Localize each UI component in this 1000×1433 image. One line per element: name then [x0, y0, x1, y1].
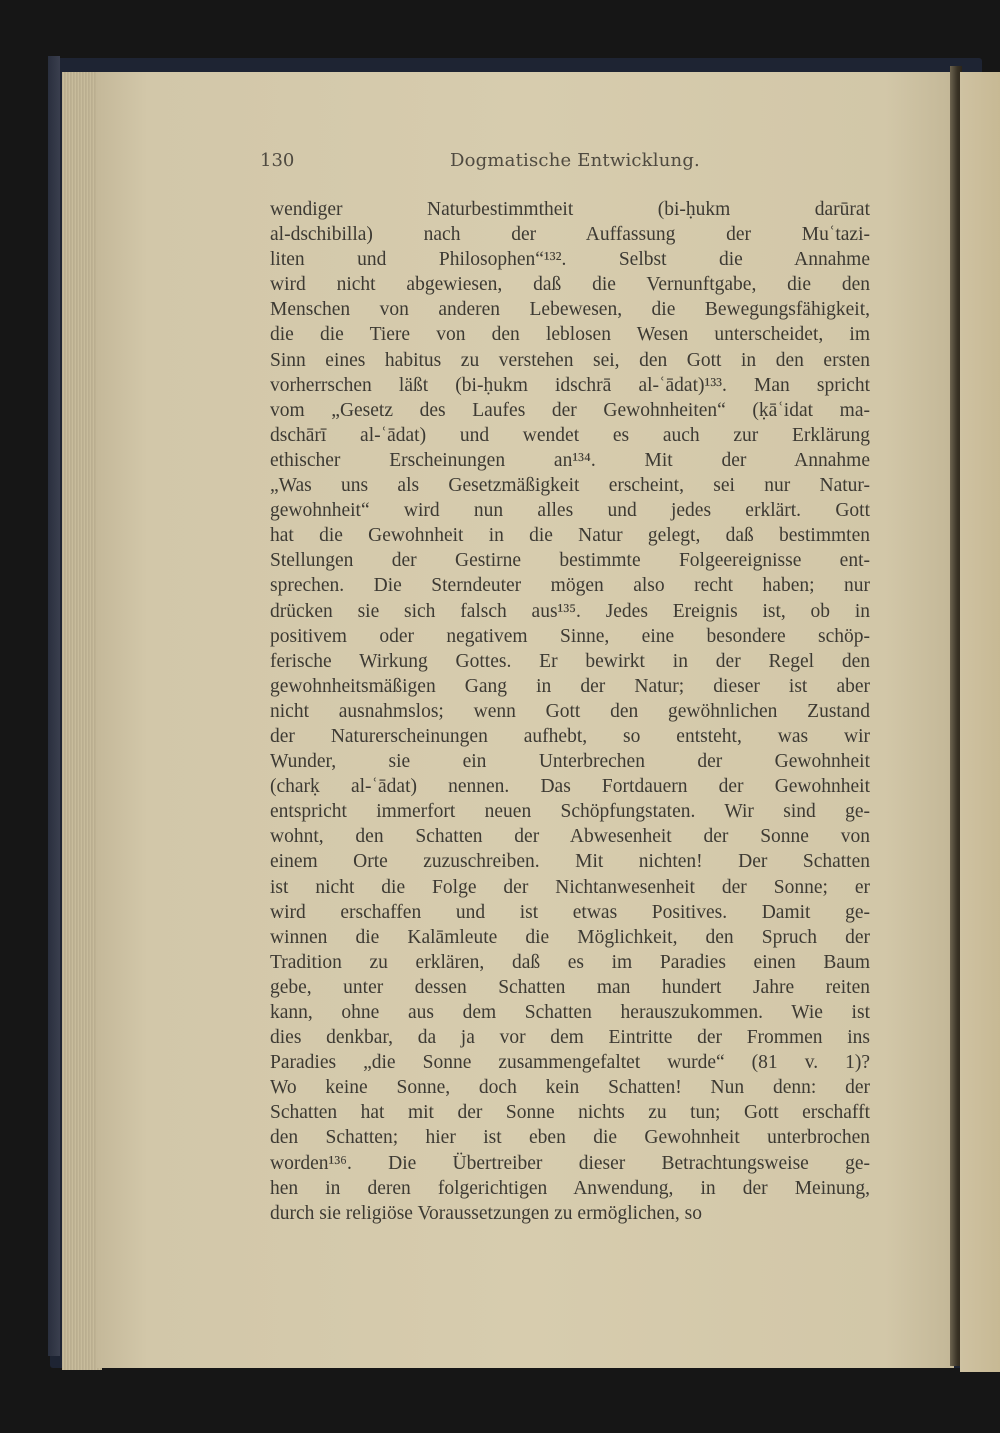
text-line: wendiger Naturbestimmtheit (bi-ḥukm darūrat	[270, 199, 870, 220]
text-line: ferische Wirkung Gottes. Er bewirkt in der Regel den	[270, 650, 870, 672]
text-line: gewohnheit“ wird nun alles und jedes erklärt. Gott	[270, 500, 870, 522]
page-number: 130	[260, 150, 295, 171]
text-line: dschārī al-ʿādat) und wendet es auch zur Erklärung	[270, 424, 870, 446]
cover-edge	[48, 56, 60, 1356]
text-line: die die Tiere von den leblosen Wesen unterscheidet, im	[270, 324, 870, 346]
text-line: wird nicht abgewiesen, daß die Vernunftgabe, die den	[270, 274, 870, 296]
text-line: wird erschaffen und ist etwas Positives. Damit ge-	[270, 901, 870, 923]
text-line: Paradies „die Sonne zusammengefaltet wurde“ (81 v. 1)?	[270, 1052, 870, 1074]
running-head	[260, 150, 860, 180]
text-line: kann, ohne aus dem Schatten herauszukommen. Wie ist	[270, 1002, 870, 1023]
text-line: der Naturerscheinungen aufhebt, so entsteht, was wir	[270, 725, 870, 747]
text-line: vom „Gesetz des Laufes der Gewohnheiten“ (ḳāʿidat ma-	[270, 399, 870, 421]
text-line: vorherrschen läßt (bi-ḥukm idschrā al-ʿādat)¹³³. Man spricht	[270, 374, 870, 396]
text-line: durch sie religiöse Voraussetzungen zu ermöglichen, so	[270, 1202, 702, 1224]
text-line: winnen die Kalāmleute die Möglichkeit, den Spruch der	[270, 926, 870, 948]
text-line: liten und Philosophen“¹³². Selbst die Annahme	[270, 249, 870, 271]
text-line: wohnt, den Schatten der Abwesenheit der Sonne von	[270, 826, 870, 848]
text-line: gewohnheitsmäßigen Gang in der Natur; dieser ist aber	[270, 675, 870, 697]
body-text	[270, 197, 870, 1226]
text-line: al-dschibilla) nach der Auffassung der Muʿtazi-	[270, 224, 870, 246]
text-line: hat die Gewohnheit in die Natur gelegt, daß bestimmten	[270, 525, 870, 547]
facing-page-edge	[960, 72, 1000, 1372]
text-line: positivem oder negativem Sinne, eine besondere schöp-	[270, 625, 870, 647]
text-line: Wo keine Sonne, doch kein Schatten! Nun denn: der	[270, 1077, 870, 1099]
text-line: Stellungen der Gestirne bestimmte Folgeereignisse ent-	[270, 550, 870, 572]
text-line: hen in deren folgerichtigen Anwendung, in der Meinung,	[270, 1177, 870, 1199]
text-line: Tradition zu erklären, daß es im Paradies einen Baum	[270, 951, 870, 973]
text-line: dies denkbar, da ja vor dem Eintritte der Frommen ins	[270, 1027, 870, 1049]
text-line: ethischer Erscheinungen an¹³⁴. Mit der Annahme	[270, 449, 870, 471]
text-line: (charḳ al-ʿādat) nennen. Das Fortdauern der Gewohnheit	[270, 776, 870, 798]
text-line: gebe, unter dessen Schatten man hundert Jahre reiten	[270, 976, 870, 998]
text-line: entspricht immerfort neuen Schöpfungstaten. Wir sind ge-	[270, 801, 870, 823]
text-line: Sinn eines habitus zu verstehen sei, den Gott in den ersten	[270, 349, 870, 371]
text-line: Menschen von anderen Lebewesen, die Bewegungsfähigkeit,	[270, 299, 870, 321]
text-line: „Was uns als Gesetzmäßigkeit erscheint, sei nur Natur-	[270, 475, 870, 497]
text-line: drücken sie sich falsch aus¹³⁵. Jedes Ereignis ist, ob in	[270, 600, 870, 622]
text-line: Wunder, sie ein Unterbrechen der Gewohnheit	[270, 751, 870, 773]
text-line: worden¹³⁶. Die Übertreiber dieser Betrachtungsweise ge-	[270, 1152, 870, 1174]
text-line: sprechen. Die Sterndeuter mögen also recht haben; nur	[270, 575, 870, 597]
text-line: einem Orte zuzuschreiben. Mit nichten! Der Schatten	[270, 851, 870, 873]
text-line: Schatten hat mit der Sonne nichts zu tun; Gott erschafft	[270, 1102, 870, 1124]
running-title: Dogmatische Entwicklung.	[450, 150, 700, 171]
text-line: nicht ausnahmslos; wenn Gott den gewöhnlichen Zustand	[270, 700, 870, 722]
text-line: ist nicht die Folge der Nichtanwesenheit der Sonne; er	[270, 876, 870, 898]
text-line: den Schatten; hier ist eben die Gewohnheit unterbrochen	[270, 1127, 870, 1149]
